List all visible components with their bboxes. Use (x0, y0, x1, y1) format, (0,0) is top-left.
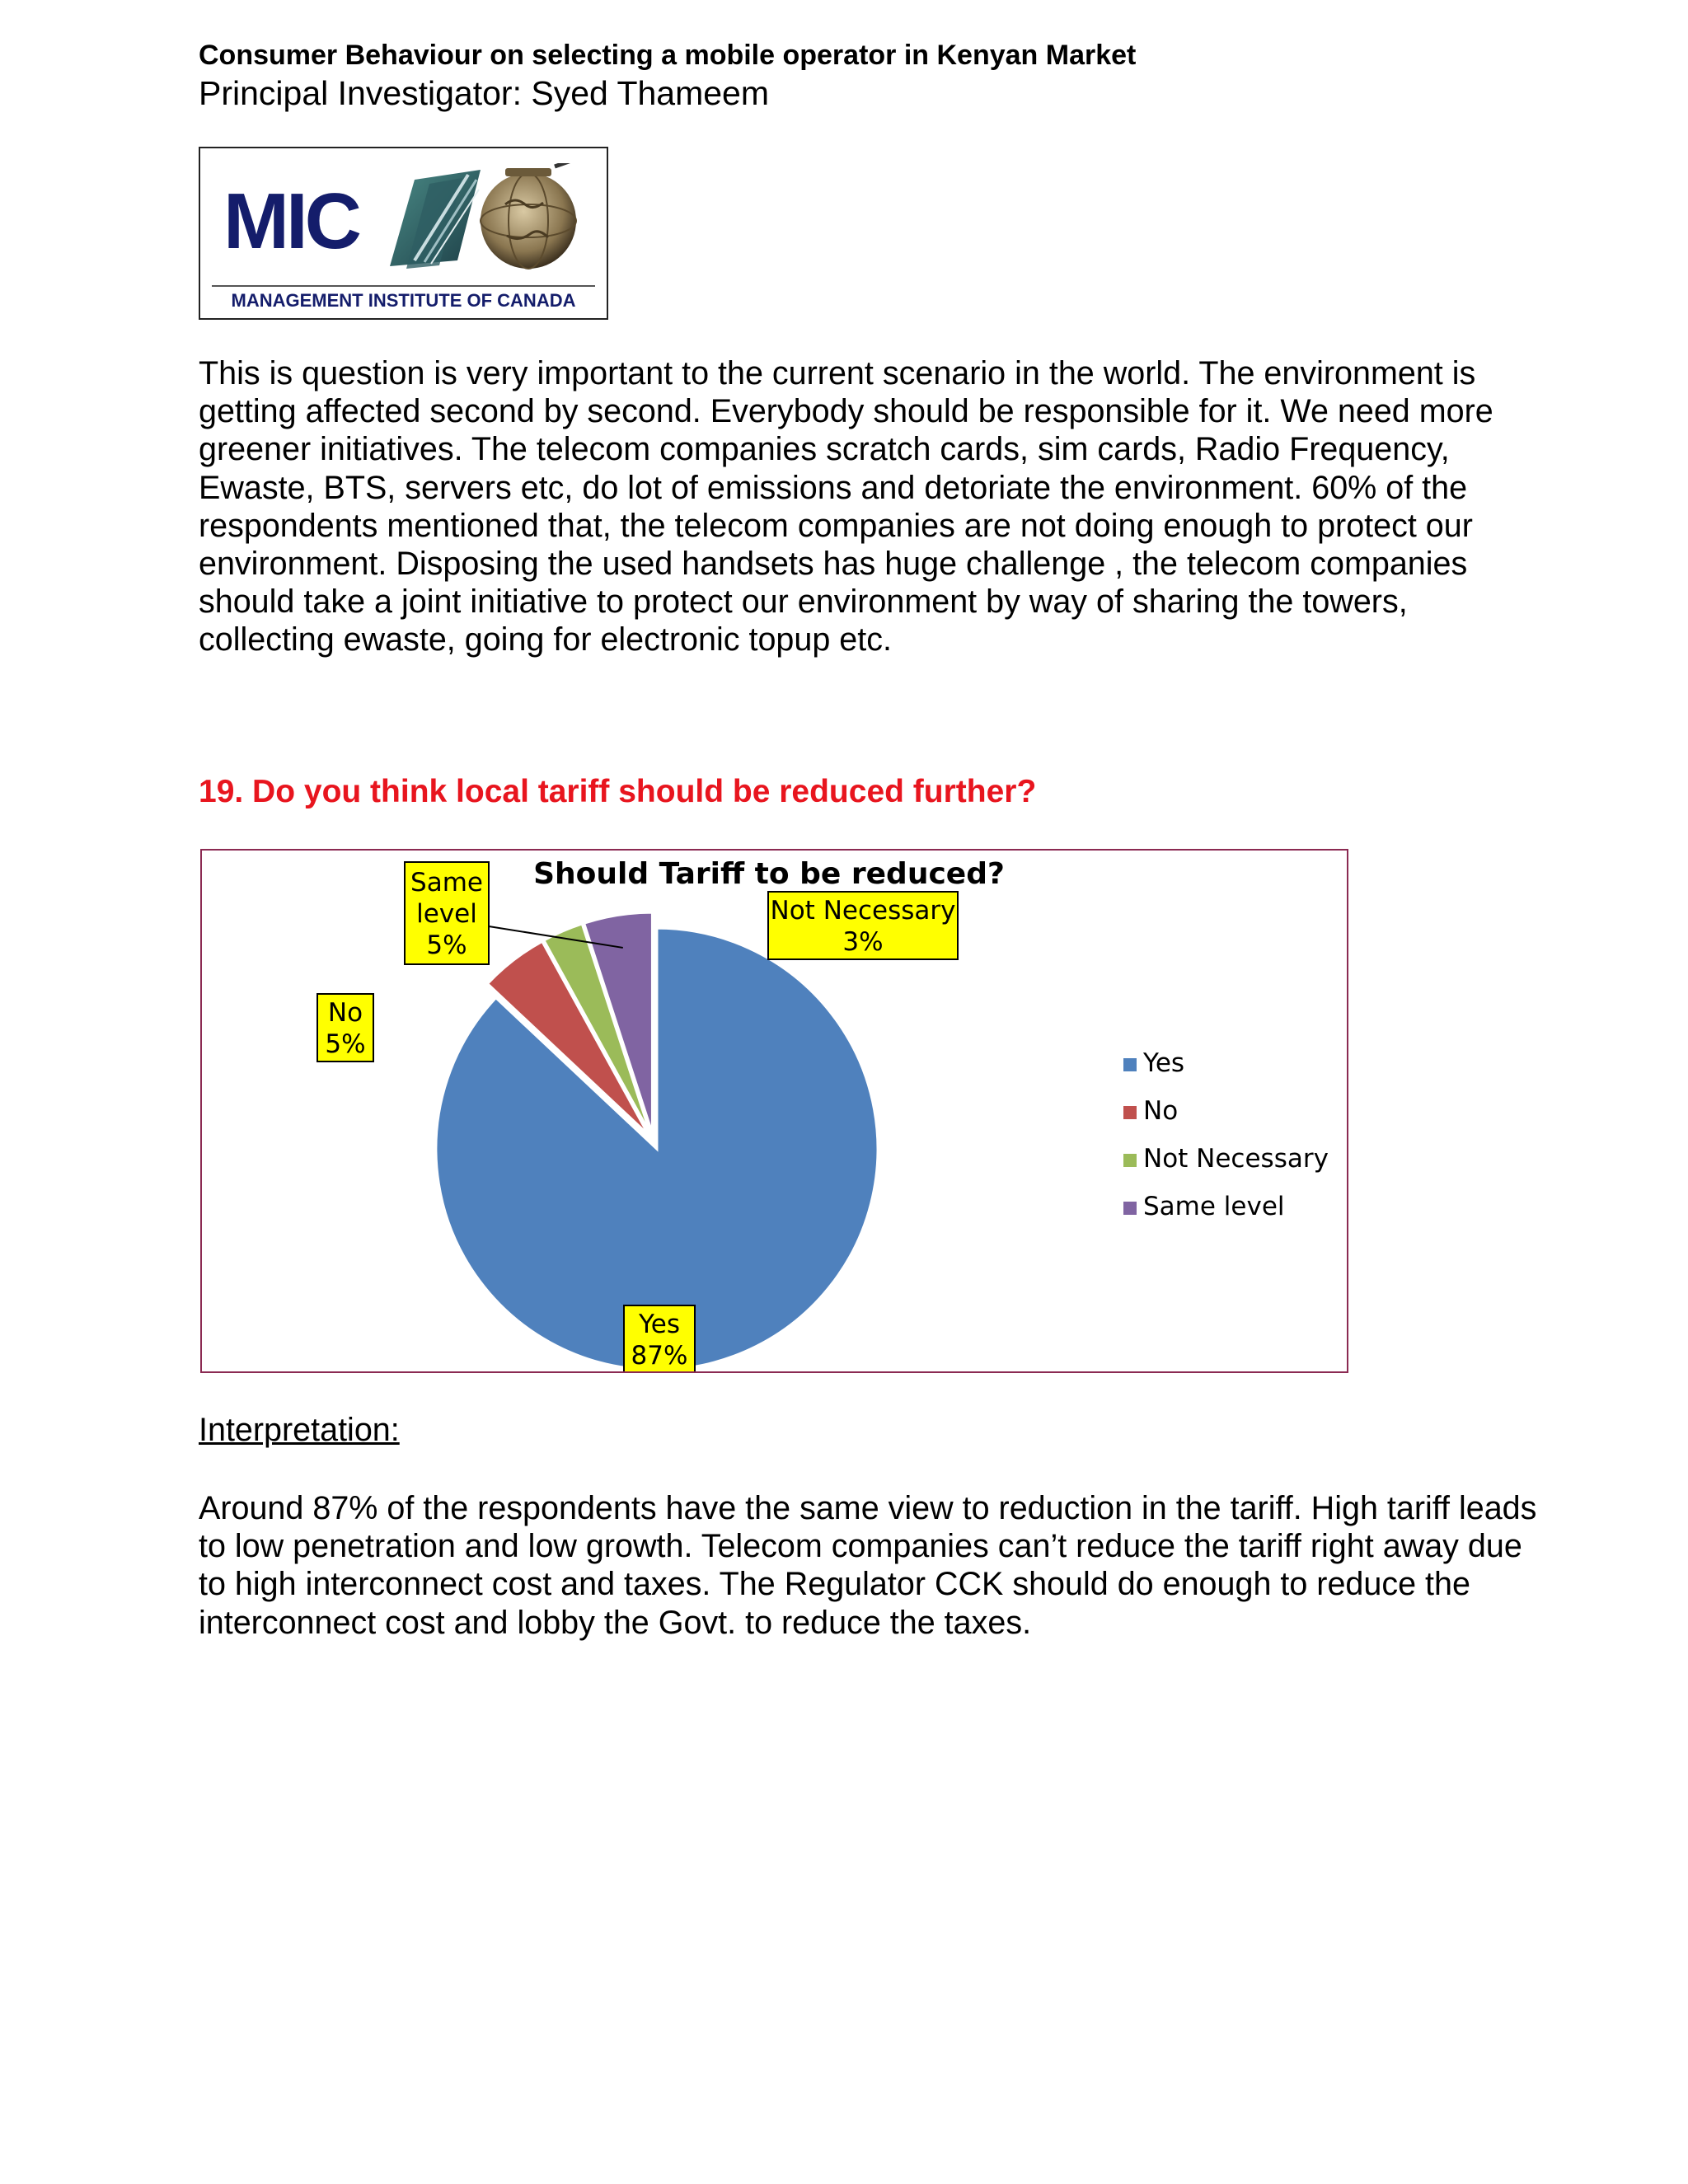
data-label-text: No (327, 998, 363, 1028)
chart-title: Should Tariff to be reduced? (533, 857, 1005, 891)
pie-slices (436, 912, 878, 1370)
legend-item-same-level (1123, 1192, 1285, 1221)
interpretation-heading: Interpretation: (199, 1412, 400, 1448)
question-heading: 19. Do you think local tariff should be reduced further? (199, 774, 1037, 809)
legend-item-not-necessary (1123, 1144, 1329, 1174)
chart-legend (1123, 1048, 1329, 1221)
logo-wordmark: MIC (223, 177, 359, 265)
data-label-same-level (405, 862, 489, 964)
data-label-text: Same (410, 868, 483, 898)
data-label-not-necessary (768, 892, 958, 959)
logo-subtitle: MANAGEMENT INSTITUTE OF CANADA (231, 290, 576, 311)
data-label-text: level (416, 899, 477, 929)
principal-investigator: Principal Investigator: Syed Thameem (199, 74, 770, 112)
data-label-yes (624, 1305, 695, 1371)
data-label-text: 5% (426, 930, 467, 960)
document-title: Consumer Behaviour on selecting a mobile operator in Kenyan Market (199, 40, 1137, 71)
legend-item-no (1123, 1096, 1178, 1126)
data-label-text: Yes (638, 1310, 681, 1339)
data-label-text: Not Necessary (770, 896, 956, 926)
legend-label: No (1143, 1096, 1179, 1126)
pie-chart-panel (200, 849, 1348, 1373)
legend-label: Same level (1143, 1192, 1285, 1221)
interpretation-paragraph: Around 87% of the respondents have the same view to reduction in the tariff. High tariff leads to low penetration and low growth. Telecom companies can’t reduce the tariff right away due to high interconnect cost and taxes. The Regulator CCK should do enough to reduce the interconnect cost and lobby the Govt. to reduce the taxes. (199, 1490, 1537, 1641)
legend-item-yes (1123, 1048, 1184, 1078)
legend-label: Yes (1143, 1048, 1185, 1078)
logo-divider (212, 285, 595, 287)
data-label-text: 87% (631, 1341, 688, 1371)
globe-quill-icon (382, 163, 604, 279)
mic-logo (199, 147, 608, 320)
legend-label: Not Necessary (1143, 1144, 1329, 1174)
intro-paragraph: This is question is very important to the current scenario in the world. The environment is getting affected second by second. Everybody should be responsible for it. We need more greener initiatives. The telecom companies scratch cards, sim cards, Radio Frequency, Ewaste, BTS, servers etc, do lot of emissions and detoriate the environment. 60% of the respondents mentioned that, the telecom companies are not doing enough to protect our environment. Disposing the used handsets has huge challenge , the telecom companies should take a joint initiative to protect our environment by way of sharing the towers, collecting ewaste, going for electronic topup etc. (199, 355, 1493, 658)
data-label-text: 3% (842, 927, 884, 957)
data-label-text: 5% (325, 1029, 366, 1059)
data-label-no (317, 994, 373, 1062)
pie-chart (202, 851, 1347, 1371)
